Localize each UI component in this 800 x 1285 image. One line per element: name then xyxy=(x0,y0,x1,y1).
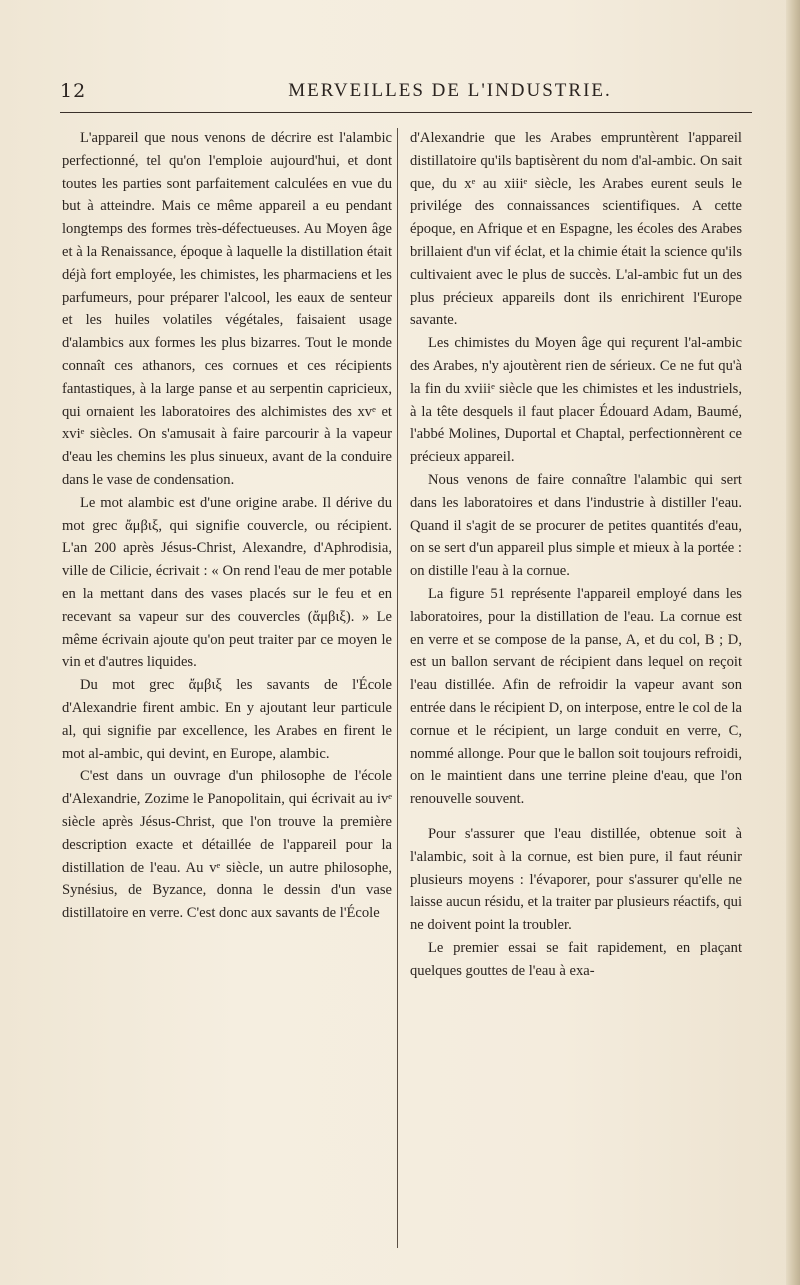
paragraph: Du mot grec ἄμβιξ les savants de l'École d'Alexandrie firent ambic. En y ajoutant leur particule al, qui signifie par excellence, les Arabes en firent le mot al-ambic, qui devint, en Europe, alambic. xyxy=(62,677,392,762)
running-title: MERVEILLES DE L'INDUSTRIE. xyxy=(288,80,612,101)
paragraph: L'appareil que nous venons de décrire est l'alambic perfectionné, tel qu'on l'emploie aujourd'hui, et dont toutes les parties sont parfaitement calculées en vue du but à atteindre. Mais ce même appareil a eu pendant longtemps des formes très-défectueuses. Au Moyen âge et à la Renaissance, époque à laquelle la distillation était déjà fort employée, les chimistes, les pharmaciens et les parfumeurs, pour préparer l'alcool, les eaux de senteur et les huiles volatiles végétales, faisaient usage d'alambics aux formes les plus bizarres. Tout le monde connaît ces athanors, ces cornues et ces récipients fantastiques, à la large panse et au serpentin capricieux, qui ornaient les laboratoires des alchimistes des xvᵉ et xviᵉ siècles. On s'amusait à faire parcourir à la vapeur d'eau les chemins les plus sinueux, avant de la conduire dans le vase de condensation. xyxy=(62,130,392,488)
page-header xyxy=(60,80,750,110)
page-number: 12 xyxy=(60,80,87,102)
paragraph: Nous venons de faire connaître l'alambic qui sert dans les laboratoires et dans l'industrie à distiller l'eau. Quand il s'agit de se procurer de petites quantités d'eau, on se sert d'un appareil plus simple et mieux à la portée : on distille l'eau à la cornue. xyxy=(410,471,742,580)
column-divider xyxy=(397,128,398,1248)
paragraph: Le mot alambic est d'une origine arabe. Il dérive du mot grec ἄμβιξ, qui signifie couvercle, ou récipient. L'an 200 après Jésus-Christ, Alexandre, d'Aphrodisia, ville de Cilicie, écrivait : « On rend l'eau de mer potable en la mettant dans des vases placés sur le feu et en recevant sa vapeur sur des couvercles (ἄμβιξ). » Le même écrivain ajoute qu'on peut traiter par ce moyen le vin et d'autres liquides. xyxy=(62,494,392,671)
page-edge xyxy=(786,0,800,1285)
header-rule xyxy=(60,112,752,113)
paragraph: Pour s'assurer que l'eau distillée, obtenue soit à l'alambic, soit à la cornue, est bien pure, il faut réunir plusieurs moyens : l'évaporer, pour s'assurer qu'elle ne laisse aucun résidu, et la traiter par plusieurs réactifs, qui ne doivent point la troubler. xyxy=(410,825,742,934)
paragraph: Le premier essai se fait rapidement, en plaçant quelques gouttes de l'eau à exa- xyxy=(410,939,742,979)
paragraph: d'Alexandrie que les Arabes empruntèrent l'appareil distillatoire qu'ils baptisèrent du nom d'al-ambic. On sait que, du xᵉ au xiiiᵉ siècle, les Arabes eurent seuls le privilége des connaissances scientifiques. A cette époque, en Afrique et en Espagne, les écoles des Arabes brillaient d'un vif éclat, et la chimie était la science qu'ils cultivaient avec le plus de succès. L'al-ambic fut un des plus précieux appareils dont ils enrichirent l'Europe savante. xyxy=(410,130,742,329)
left-column xyxy=(62,127,392,925)
paragraph: Les chimistes du Moyen âge qui reçurent l'al-ambic des Arabes, n'y ajoutèrent rien de sérieux. Ce ne fut qu'à la fin du xviiiᵉ siècle que les chimistes et les industriels, à la tête desquels il faut placer Édouard Adam, Baumé, l'abbé Molines, Duportal et Chaptal, perfectionnèrent ce précieux appareil. xyxy=(410,335,742,466)
right-column xyxy=(410,127,742,982)
paragraph: C'est dans un ouvrage d'un philosophe de l'école d'Alexandrie, Zozime le Panopolitain, qui écrivait au ivᵉ siècle après Jésus-Christ, que l'on trouve la première description exacte et détaillée de l'appareil pour la distillation de l'eau. Au vᵉ siècle, un autre philosophe, Synésius, de Byzance, donna le dessin d'un vase distillatoire en verre. C'est donc aux savants de l'École xyxy=(62,768,392,922)
paragraph: La figure 51 représente l'appareil employé dans les laboratoires, pour la distillation de l'eau. La cornue est en verre et se compose de la panse, A, et du col, B ; D, est un ballon servant de récipient dans lequel on reçoit l'eau distillée. Afin de refroidir la vapeur avant son entrée dans le récipient D, on interpose, entre le col de la cornue et le récipient, un large conduit en verre, C, nommé allonge. Pour que le ballon soit toujours refroidi, on le maintient dans une terrine pleine d'eau, que l'on renouvelle souvent. xyxy=(410,585,742,808)
